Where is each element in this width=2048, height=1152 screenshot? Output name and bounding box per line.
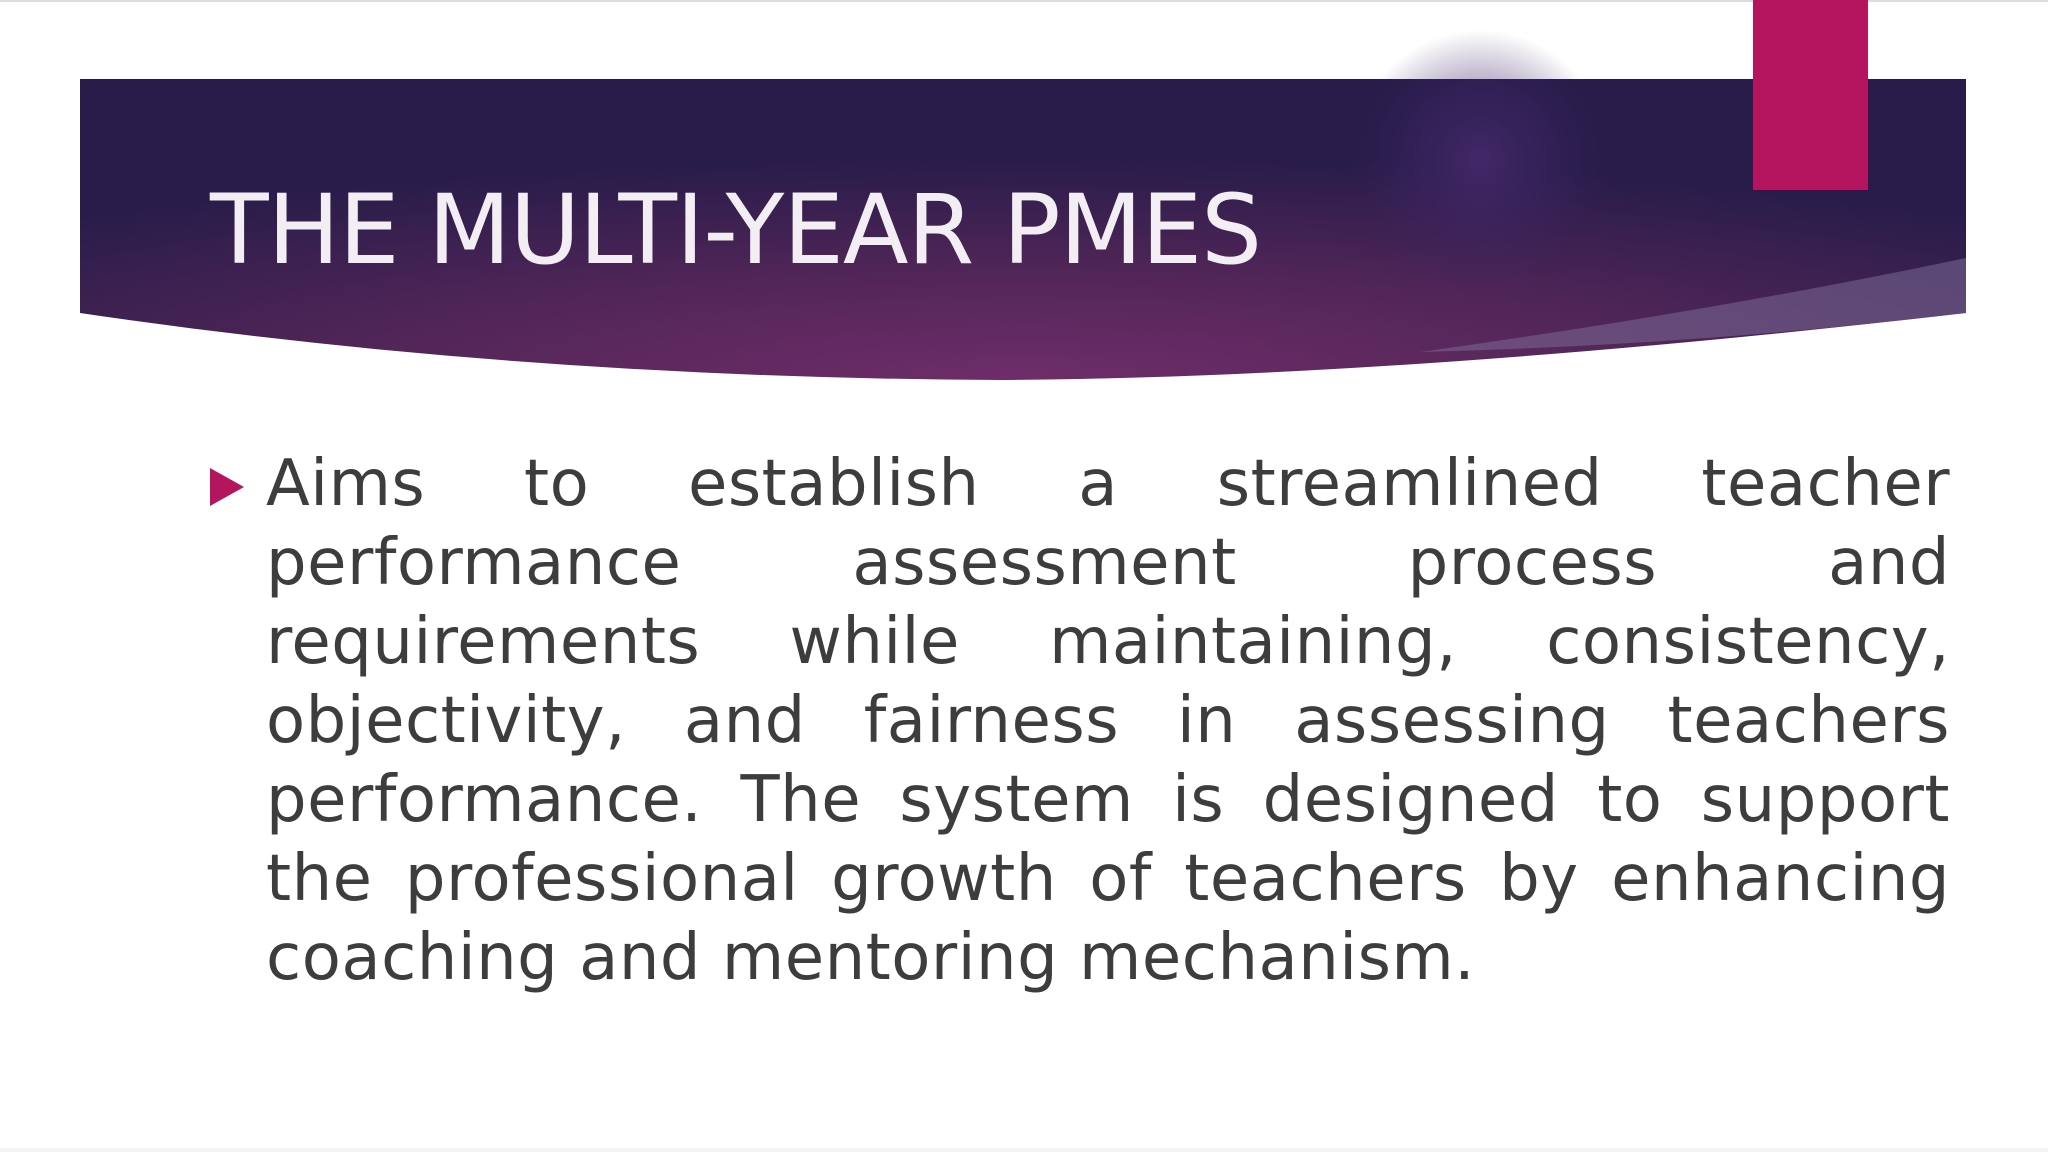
slide-title: THE MULTI-YEAR PMES <box>210 174 1262 286</box>
bottom-divider <box>0 1148 2048 1152</box>
accent-tab <box>1753 0 1868 190</box>
list-item <box>210 445 1950 998</box>
bullet-text: Aims to establish a streamlined teacher performance assessment process and requirements while maintaining, consistency, objectivity, and fairness in assessing teachers performance. The system is designed to support the professional growth of teachers by enhancing coaching and mentoring mechanism. <box>266 447 1950 995</box>
banner-orb <box>1350 30 1610 290</box>
triangle-right-icon <box>210 468 244 506</box>
bullet-list <box>210 445 1950 998</box>
